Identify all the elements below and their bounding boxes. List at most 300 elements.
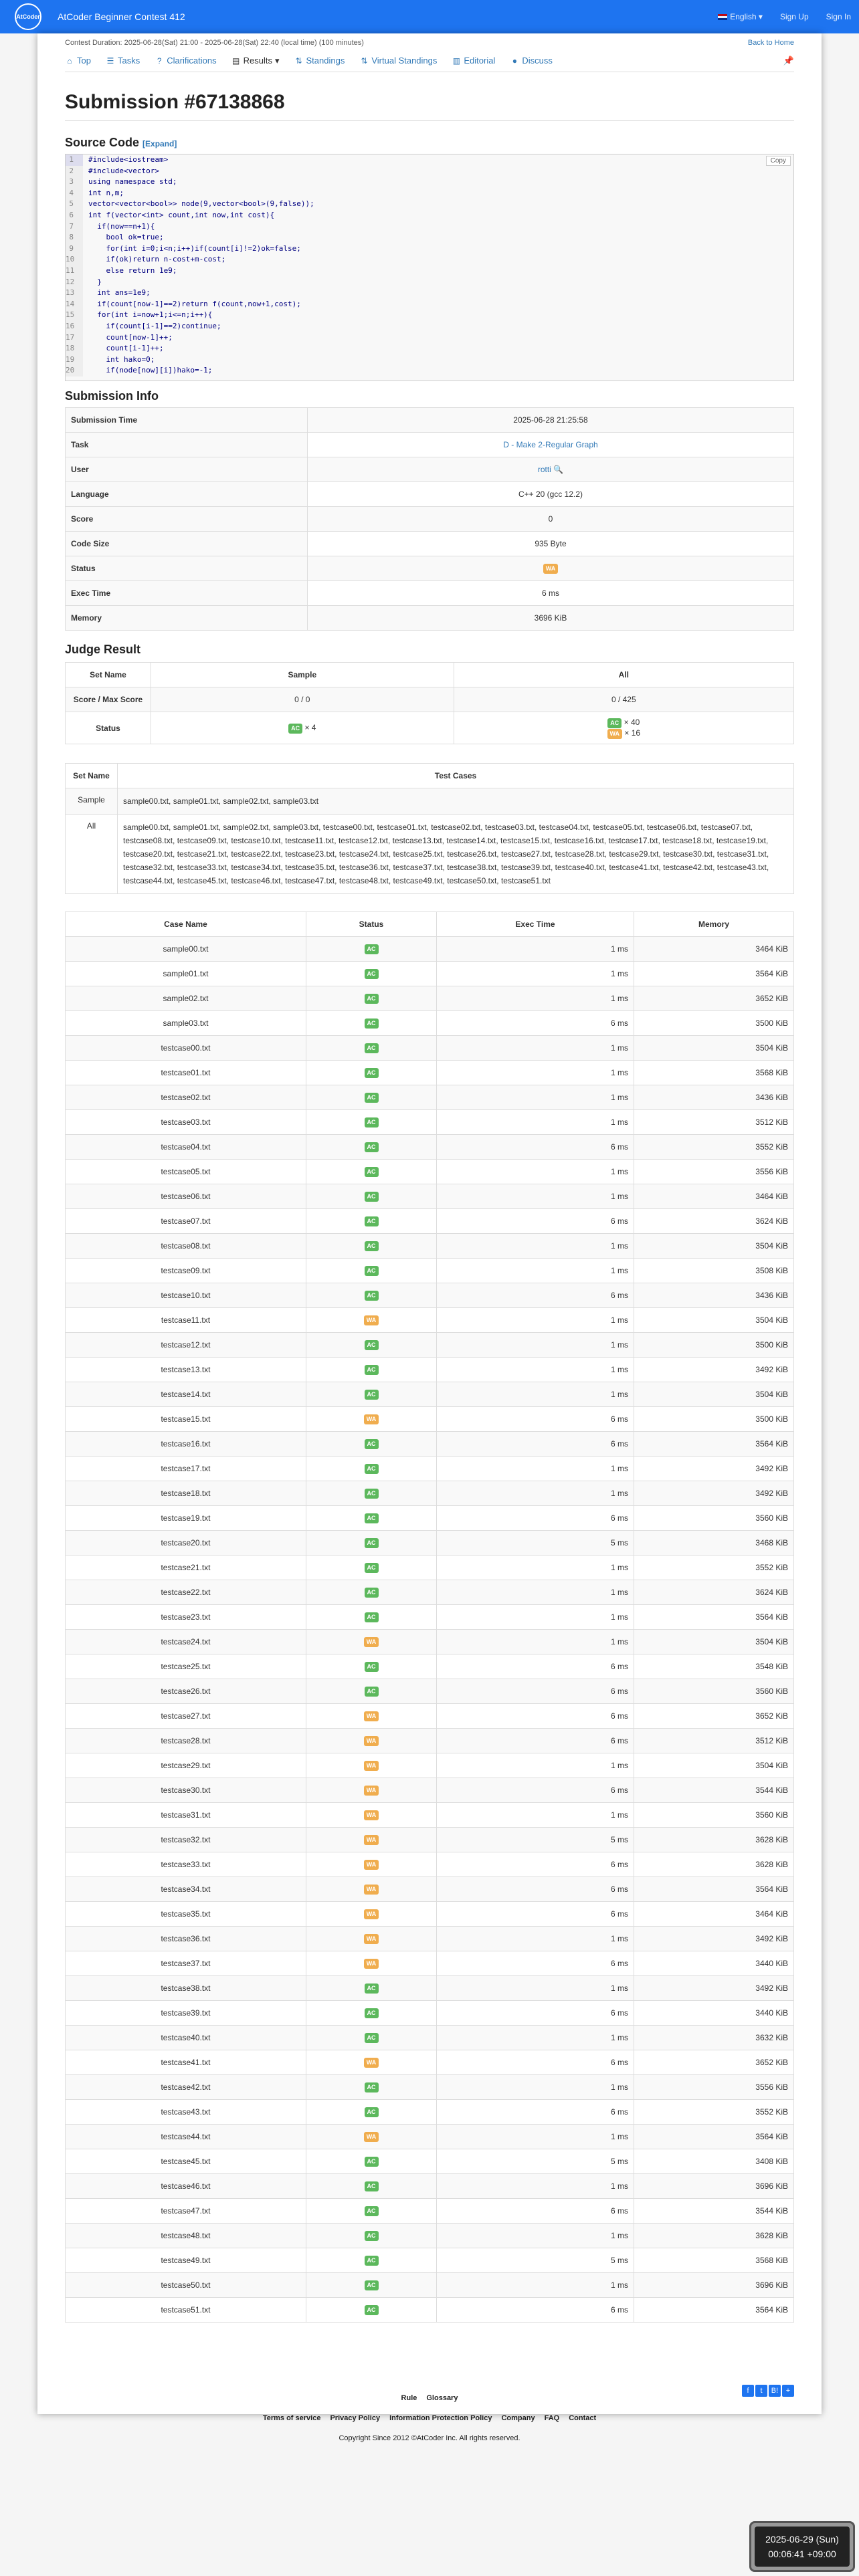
case-name: testcase16.txt xyxy=(66,1432,306,1457)
status-badge: AC xyxy=(365,1513,379,1523)
case-status-cell xyxy=(306,1407,437,1432)
case-status-cell xyxy=(306,2199,437,2224)
info-row xyxy=(66,556,794,581)
case-memory: 3560 KiB xyxy=(634,1679,794,1704)
case-memory: 3492 KiB xyxy=(634,1457,794,1481)
line-number: 10 xyxy=(66,254,83,265)
back-to-home-link[interactable]: Back to Home xyxy=(747,39,794,47)
table-row xyxy=(66,1605,794,1630)
status-badge: WA xyxy=(364,1909,379,1919)
case-exec-time: 5 ms xyxy=(437,1828,634,1852)
status-badge: AC xyxy=(365,1241,379,1251)
code-text: vector<vector<bool>> node(9,vector<bool>(9,false)); xyxy=(88,199,314,209)
case-memory: 3624 KiB xyxy=(634,1580,794,1605)
case-status-cell xyxy=(306,2149,437,2174)
case-status-cell xyxy=(306,1259,437,1283)
status-badge: WA xyxy=(607,729,623,739)
case-name: testcase20.txt xyxy=(66,1531,306,1555)
case-memory: 3564 KiB xyxy=(634,962,794,986)
case-status-cell xyxy=(306,2125,437,2149)
case-name: testcase23.txt xyxy=(66,1605,306,1630)
case-memory: 3500 KiB xyxy=(634,1011,794,1036)
case-name: testcase18.txt xyxy=(66,1481,306,1506)
case-status-cell xyxy=(306,2273,437,2298)
clock-widget xyxy=(749,2521,855,2572)
case-status-cell xyxy=(306,2001,437,2026)
case-name: testcase19.txt xyxy=(66,1506,306,1531)
code-line xyxy=(66,154,793,166)
case-name: testcase28.txt xyxy=(66,1729,306,1753)
case-exec-time: 1 ms xyxy=(437,937,634,962)
case-name: testcase13.txt xyxy=(66,1358,306,1382)
table-row xyxy=(66,1902,794,1927)
table-row xyxy=(66,2298,794,2323)
status-badge: WA xyxy=(364,1835,379,1845)
case-memory: 3492 KiB xyxy=(634,1358,794,1382)
case-exec-time: 6 ms xyxy=(437,1283,634,1308)
status-badge: AC xyxy=(288,724,302,734)
language-label: English xyxy=(730,12,757,21)
case-memory: 3440 KiB xyxy=(634,1951,794,1976)
all-score: 0 / 425 xyxy=(454,687,793,712)
code-line xyxy=(66,288,793,299)
case-name: testcase14.txt xyxy=(66,1382,306,1407)
tab-editorial[interactable] xyxy=(452,56,495,66)
tab-standings[interactable] xyxy=(294,56,345,66)
case-memory: 3500 KiB xyxy=(634,1407,794,1432)
sets-header: Test Cases xyxy=(118,764,794,788)
status-count: × 16 xyxy=(624,728,641,738)
expand-link[interactable]: [Expand] xyxy=(142,139,177,148)
case-status-cell xyxy=(306,1382,437,1407)
case-name: testcase32.txt xyxy=(66,1828,306,1852)
table-row xyxy=(66,1308,794,1333)
status-badge: AC xyxy=(365,2107,379,2117)
copy-button[interactable]: Copy xyxy=(766,156,791,166)
case-name: testcase39.txt xyxy=(66,2001,306,2026)
case-exec-time: 1 ms xyxy=(437,1630,634,1654)
comment-icon: ● xyxy=(512,56,517,66)
table-row xyxy=(66,1976,794,2001)
status-badge: AC xyxy=(365,1439,379,1449)
table-row xyxy=(66,1382,794,1407)
line-number: 13 xyxy=(66,288,83,299)
table-row xyxy=(66,1778,794,1803)
table-row xyxy=(66,2050,794,2075)
case-memory: 3512 KiB xyxy=(634,1729,794,1753)
case-status-cell xyxy=(306,1036,437,1061)
status-badge: AC xyxy=(365,2008,379,2018)
status-badge: AC xyxy=(365,1489,379,1499)
case-memory: 3564 KiB xyxy=(634,1877,794,1902)
table-row xyxy=(66,2174,794,2199)
case-exec-time: 6 ms xyxy=(437,2199,634,2224)
code-text: int hako=0; xyxy=(88,354,155,364)
uk-flag-icon xyxy=(718,14,727,20)
line-number: 9 xyxy=(66,243,83,255)
case-memory: 3632 KiB xyxy=(634,2026,794,2050)
tab-top[interactable] xyxy=(65,56,91,66)
case-exec-time: 6 ms xyxy=(437,1432,634,1457)
case-memory: 3504 KiB xyxy=(634,1234,794,1259)
table-row xyxy=(66,1036,794,1061)
main-container xyxy=(37,33,822,2414)
info-value: 935 Byte xyxy=(535,539,567,548)
case-status-cell xyxy=(306,1852,437,1877)
case-memory: 3508 KiB xyxy=(634,1259,794,1283)
case-name: sample03.txt xyxy=(66,1011,306,1036)
case-exec-time: 6 ms xyxy=(437,2100,634,2125)
case-name: testcase47.txt xyxy=(66,2199,306,2224)
case-status-cell xyxy=(306,1580,437,1605)
tab-label: Standings xyxy=(306,56,345,66)
line-number: 17 xyxy=(66,332,83,344)
case-memory: 3464 KiB xyxy=(634,1184,794,1209)
contest-title[interactable]: AtCoder Beginner Contest 412 xyxy=(58,11,185,22)
case-memory: 3512 KiB xyxy=(634,1110,794,1135)
code-line xyxy=(66,277,793,288)
status-badge: WA xyxy=(364,1736,379,1746)
contest-duration: Contest Duration: 2025-06-28(Sat) 21:00 - 2025-06-28(Sat) 22:40 (local time) (100 minutes) xyxy=(65,39,364,47)
case-memory: 3556 KiB xyxy=(634,1160,794,1184)
case-name: testcase01.txt xyxy=(66,1061,306,1085)
table-row xyxy=(66,1506,794,1531)
code-line xyxy=(66,199,793,210)
case-status-cell xyxy=(306,1135,437,1160)
case-status-cell xyxy=(306,1531,437,1555)
case-memory: 3560 KiB xyxy=(634,1506,794,1531)
table-row xyxy=(66,2100,794,2125)
case-name: testcase09.txt xyxy=(66,1259,306,1283)
case-exec-time: 1 ms xyxy=(437,1555,634,1580)
table-row xyxy=(66,1654,794,1679)
case-status-cell xyxy=(306,1283,437,1308)
code-line xyxy=(66,299,793,310)
table-row xyxy=(66,1531,794,1555)
table-row xyxy=(66,2224,794,2248)
case-memory: 3652 KiB xyxy=(634,2050,794,2075)
footer-link[interactable]: Glossary xyxy=(426,2394,458,2402)
table-row xyxy=(66,1555,794,1580)
case-exec-time: 1 ms xyxy=(437,1457,634,1481)
tab-clarifications[interactable] xyxy=(155,56,216,66)
tab-label: Results xyxy=(243,56,272,66)
case-name: testcase42.txt xyxy=(66,2075,306,2100)
code-box[interactable] xyxy=(65,154,794,381)
judge-header: Set Name xyxy=(66,663,151,687)
code-text: for(int i=0;i<n;i++)if(count[i]!=2)ok=false; xyxy=(88,243,301,253)
case-exec-time: 1 ms xyxy=(437,1605,634,1630)
source-code-label: Source Code xyxy=(65,136,140,149)
case-exec-time: 1 ms xyxy=(437,1580,634,1605)
case-status-cell xyxy=(306,1011,437,1036)
code-line xyxy=(66,254,793,265)
case-status-cell xyxy=(306,986,437,1011)
status-badge: AC xyxy=(365,2206,379,2216)
info-row xyxy=(66,532,794,556)
case-exec-time: 6 ms xyxy=(437,1407,634,1432)
code-text: if(now==n+1){ xyxy=(88,221,155,231)
code-text: int ans=1e9; xyxy=(88,288,151,298)
case-name: testcase22.txt xyxy=(66,1580,306,1605)
case-memory: 3504 KiB xyxy=(634,1753,794,1778)
case-status-cell xyxy=(306,1828,437,1852)
twitter-icon[interactable]: t xyxy=(755,2385,767,2397)
status-badge: AC xyxy=(365,2082,379,2092)
hatena-icon[interactable]: B! xyxy=(769,2385,781,2397)
case-memory: 3492 KiB xyxy=(634,1481,794,1506)
plus-icon[interactable]: + xyxy=(782,2385,794,2397)
tab-discuss[interactable] xyxy=(510,56,553,66)
info-value-cell xyxy=(308,408,794,433)
footer-link[interactable]: Terms of service xyxy=(262,2414,321,2422)
case-status-cell xyxy=(306,2224,437,2248)
case-memory: 3504 KiB xyxy=(634,1630,794,1654)
table-row xyxy=(66,937,794,962)
case-status-cell xyxy=(306,1902,437,1927)
code-line xyxy=(66,243,793,255)
case-status-cell xyxy=(306,962,437,986)
status-badge: AC xyxy=(365,1662,379,1672)
case-memory: 3556 KiB xyxy=(634,2075,794,2100)
info-label: Memory xyxy=(66,606,308,631)
case-status-cell xyxy=(306,1605,437,1630)
case-status-cell xyxy=(306,1184,437,1209)
case-exec-time: 1 ms xyxy=(437,1308,634,1333)
line-number: 16 xyxy=(66,321,83,332)
sample-status xyxy=(151,712,454,744)
case-exec-time: 1 ms xyxy=(437,1382,634,1407)
footer-link[interactable]: Information Protection Policy xyxy=(389,2414,492,2422)
case-status-cell xyxy=(306,1481,437,1506)
status-badge: AC xyxy=(365,2157,379,2167)
status-badge: AC xyxy=(365,1167,379,1177)
sign-up-link[interactable]: Sign Up xyxy=(779,12,809,21)
case-status-cell xyxy=(306,1110,437,1135)
case-name: testcase37.txt xyxy=(66,1951,306,1976)
code-line xyxy=(66,232,793,243)
status-badge: AC xyxy=(365,2181,379,2191)
search-icon[interactable]: 🔍 xyxy=(551,465,564,474)
test-cases-table xyxy=(65,911,794,2323)
tab-label: Virtual Standings xyxy=(371,56,438,66)
home-icon: ⌂ xyxy=(67,56,72,66)
case-status-cell xyxy=(306,1654,437,1679)
footer-link[interactable]: Privacy Policy xyxy=(330,2414,381,2422)
status-badge: WA xyxy=(364,2058,379,2068)
navbar xyxy=(0,0,859,33)
case-name: testcase06.txt xyxy=(66,1184,306,1209)
case-exec-time: 5 ms xyxy=(437,1531,634,1555)
status-badge: WA xyxy=(364,1959,379,1969)
case-exec-time: 1 ms xyxy=(437,1333,634,1358)
code-line xyxy=(66,365,793,377)
table-row xyxy=(66,2149,794,2174)
case-status-cell xyxy=(306,1432,437,1457)
case-name: testcase50.txt xyxy=(66,2273,306,2298)
case-memory: 3408 KiB xyxy=(634,2149,794,2174)
case-memory: 3492 KiB xyxy=(634,1976,794,2001)
table-row xyxy=(66,1803,794,1828)
code-text: using namespace std; xyxy=(88,177,177,187)
line-number: 11 xyxy=(66,265,83,277)
case-memory: 3564 KiB xyxy=(634,2298,794,2323)
info-value-cell xyxy=(308,457,794,482)
results-icon: ▤ xyxy=(231,56,240,66)
table-row xyxy=(66,2273,794,2298)
info-value-cell xyxy=(308,532,794,556)
table-row xyxy=(66,1358,794,1382)
case-name: testcase02.txt xyxy=(66,1085,306,1110)
judge-header: All xyxy=(454,663,793,687)
tab-tasks[interactable] xyxy=(106,56,140,66)
case-name: testcase40.txt xyxy=(66,2026,306,2050)
case-exec-time: 6 ms xyxy=(437,1011,634,1036)
judge-header: Sample xyxy=(151,663,454,687)
tab-virtual-standings[interactable] xyxy=(359,56,437,66)
facebook-icon[interactable]: f xyxy=(742,2385,754,2397)
status-badge: AC xyxy=(365,1464,379,1474)
case-status-cell xyxy=(306,2026,437,2050)
info-row xyxy=(66,457,794,482)
line-number: 15 xyxy=(66,310,83,321)
info-row xyxy=(66,507,794,532)
case-name: testcase31.txt xyxy=(66,1803,306,1828)
footer-link[interactable]: Contact xyxy=(569,2414,597,2422)
case-status-cell xyxy=(306,2075,437,2100)
table-row xyxy=(66,986,794,1011)
case-name: testcase29.txt xyxy=(66,1753,306,1778)
case-exec-time: 1 ms xyxy=(437,986,634,1011)
score-label: Score / Max Score xyxy=(66,687,151,712)
info-value: C++ 20 (gcc 12.2) xyxy=(518,490,583,499)
case-exec-time: 1 ms xyxy=(437,1160,634,1184)
case-exec-time: 6 ms xyxy=(437,1951,634,1976)
case-status-cell xyxy=(306,1160,437,1184)
case-exec-time: 6 ms xyxy=(437,2001,634,2026)
case-status-cell xyxy=(306,1555,437,1580)
code-line xyxy=(66,321,793,332)
case-exec-time: 6 ms xyxy=(437,1778,634,1803)
tab-label: Editorial xyxy=(464,56,496,66)
case-status-cell xyxy=(306,1679,437,1704)
table-row xyxy=(66,1234,794,1259)
copyright: Copyright Since 2012 ©AtCoder Inc. All rights reserved. xyxy=(339,2434,520,2442)
case-memory: 3628 KiB xyxy=(634,2224,794,2248)
case-status-cell xyxy=(306,1877,437,1902)
code-text: #include<vector> xyxy=(88,166,159,175)
case-exec-time: 1 ms xyxy=(437,962,634,986)
task-link[interactable]: D - Make 2-Regular Graph xyxy=(503,440,598,449)
case-memory: 3468 KiB xyxy=(634,1531,794,1555)
user-link[interactable]: rotti xyxy=(537,465,551,474)
line-number: 20 xyxy=(66,365,83,377)
case-status-cell xyxy=(306,2100,437,2125)
set-name: Sample xyxy=(66,788,118,815)
case-exec-time: 6 ms xyxy=(437,2050,634,2075)
code-line xyxy=(66,177,793,188)
code-line xyxy=(66,265,793,277)
case-exec-time: 6 ms xyxy=(437,1209,634,1234)
table-row xyxy=(66,1209,794,1234)
case-status-cell xyxy=(306,1308,437,1333)
pin-icon[interactable]: 📌 xyxy=(783,55,794,66)
table-row xyxy=(66,1729,794,1753)
info-label: User xyxy=(66,457,308,482)
status-badge: AC xyxy=(365,1093,379,1103)
case-name: testcase21.txt xyxy=(66,1555,306,1580)
case-status-cell xyxy=(306,1976,437,2001)
footer-link[interactable]: FAQ xyxy=(544,2414,560,2422)
table-row xyxy=(66,1753,794,1778)
tab-label: Top xyxy=(77,56,91,66)
status-badge: AC xyxy=(365,1068,379,1078)
status-badge: WA xyxy=(364,1637,379,1647)
info-label: Score xyxy=(66,507,308,532)
atcoder-logo[interactable] xyxy=(8,1,48,33)
case-memory: 3568 KiB xyxy=(634,2248,794,2273)
info-value-cell xyxy=(308,556,794,581)
case-status-cell xyxy=(306,2298,437,2323)
case-name: testcase11.txt xyxy=(66,1308,306,1333)
tab-results[interactable]: ▤ Results ▾ xyxy=(231,55,280,66)
table-row xyxy=(66,1927,794,1951)
code-line xyxy=(66,221,793,233)
table-row xyxy=(66,1407,794,1432)
status-badge: AC xyxy=(365,1216,379,1226)
case-exec-time: 1 ms xyxy=(437,2075,634,2100)
book-icon: ▥ xyxy=(452,56,461,66)
code-text: int n,m; xyxy=(88,188,124,197)
sample-score: 0 / 0 xyxy=(151,687,454,712)
code-text: count[i-1]++; xyxy=(88,344,164,353)
case-name: testcase51.txt xyxy=(66,2298,306,2323)
case-memory: 3500 KiB xyxy=(634,1333,794,1358)
case-name: testcase49.txt xyxy=(66,2248,306,2273)
table-row xyxy=(66,2075,794,2100)
footer-link[interactable]: Rule xyxy=(401,2394,417,2402)
source-code-heading xyxy=(65,136,794,150)
status-badge: AC xyxy=(365,1365,379,1375)
table-row xyxy=(66,1432,794,1457)
case-exec-time: 1 ms xyxy=(437,1753,634,1778)
info-value: 0 xyxy=(548,514,553,524)
info-value: 6 ms xyxy=(541,588,559,598)
case-name: testcase24.txt xyxy=(66,1630,306,1654)
table-row xyxy=(66,1630,794,1654)
case-name: testcase10.txt xyxy=(66,1283,306,1308)
status-badge: AC xyxy=(365,1612,379,1622)
footer-link[interactable]: Company xyxy=(501,2414,535,2422)
case-status-cell xyxy=(306,1506,437,1531)
case-memory: 3436 KiB xyxy=(634,1085,794,1110)
case-memory: 3464 KiB xyxy=(634,1902,794,1927)
status-badge: WA xyxy=(543,564,559,574)
code-text: if(count[now-1]==2)return f(count,now+1,cost); xyxy=(88,299,301,308)
case-memory: 3652 KiB xyxy=(634,986,794,1011)
info-value-cell xyxy=(308,507,794,532)
case-memory: 3652 KiB xyxy=(634,1704,794,1729)
status-badge: AC xyxy=(365,2256,379,2266)
status-badge: AC xyxy=(365,1142,379,1152)
table-row xyxy=(66,1011,794,1036)
case-status-cell xyxy=(306,1209,437,1234)
sign-in-link[interactable]: Sign In xyxy=(826,12,851,21)
table-row xyxy=(66,1951,794,1976)
submission-info-table xyxy=(65,407,794,631)
language-selector[interactable]: English ▾ xyxy=(718,12,763,21)
status-count: × 4 xyxy=(304,722,316,732)
